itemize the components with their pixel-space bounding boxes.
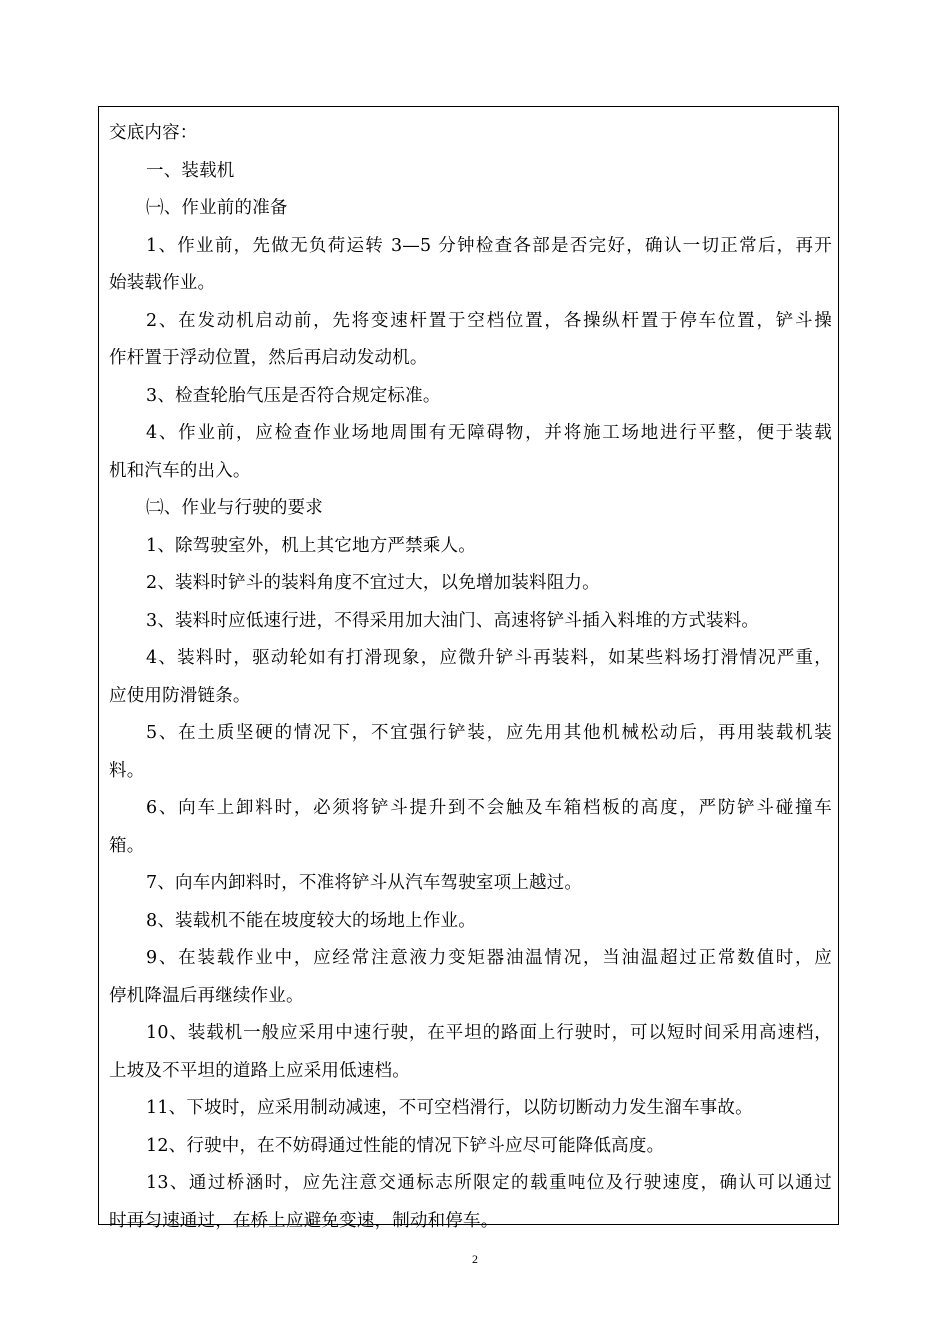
page-number: 2 <box>472 1252 478 1266</box>
paragraph-line: 3、检查轮胎气压是否符合规定标准。 <box>146 385 441 406</box>
paragraph-line: 11、下坡时，应采用制动减速，不可空档滑行，以防切断动力发生溜车事故。 <box>146 1098 753 1118</box>
document-frame <box>98 106 839 1231</box>
paragraph-line: 12、行驶中，在不妨碍通过性能的情况下铲斗应尽可能降低高度。 <box>146 1135 665 1156</box>
paragraph-line: 8、装载机不能在坡度较大的场地上作业。 <box>146 910 476 931</box>
paragraph-line: 机和汽车的出入。 <box>109 460 251 481</box>
paragraph-line: 箱。 <box>109 835 145 856</box>
paragraph-line: 3、装料时应低速行进，不得采用加大油门、高速将铲斗插入料堆的方式装料。 <box>146 610 760 631</box>
paragraph-line: 4、作业前，应检查作业场地周围有无障碍物，并将施工场地进行平整，便于装载 <box>146 423 832 443</box>
paragraph-line: 13、通过桥涵时，应先注意交通标志所限定的载重吨位及行驶速度，确认可以通过 <box>146 1173 832 1193</box>
paragraph-line: 5、在土质坚硬的情况下，不宜强行铲装，应先用其他机械松动后，再用装载机装 <box>146 723 832 743</box>
paragraph-line: 时再匀速通过，在桥上应避免变速，制动和停车。 <box>109 1210 499 1231</box>
paragraph-line: 7、向车内卸料时，不准将铲斗从汽车驾驶室项上越过。 <box>146 873 583 893</box>
subsection-title: ㈠、作业前的准备 <box>146 198 288 218</box>
paragraph-line: 1、除驾驶室外，机上其它地方严禁乘人。 <box>146 535 476 556</box>
paragraph-line: 1、作业前，先做无负荷运转 3—5 分钟检查各部是否完好，确认一切正常后，再开 <box>146 235 832 256</box>
paragraph-line: 上坡及不平坦的道路上应采用低速档。 <box>109 1060 410 1081</box>
paragraph-line: 作杆置于浮动位置，然后再启动发动机。 <box>109 348 428 368</box>
paragraph-line: 始装载作业。 <box>109 273 216 293</box>
paragraph-line: 6、向车上卸料时，必须将铲斗提升到不会触及车箱档板的高度，严防铲斗碰撞车 <box>146 798 832 818</box>
paragraph-line: 2、装料时铲斗的装料角度不宜过大，以免增加装料阻力。 <box>146 573 600 593</box>
paragraph-line: 停机降温后再继续作业。 <box>109 985 304 1006</box>
paragraph-line: 2、在发动机启动前，先将变速杆置于空档位置，各操纵杆置于停车位置，铲斗操 <box>146 310 832 331</box>
paragraph-line: 4、装料时，驱动轮如有打滑现象，应微升铲斗再装料，如某些料场打滑情况严重， <box>146 648 832 668</box>
document-content <box>109 115 832 1240</box>
paragraph-line: 料。 <box>109 760 145 781</box>
paragraph-line: 应使用防滑链条。 <box>109 685 251 706</box>
section-title: 一、装载机 <box>146 160 235 181</box>
paragraph-line: 10、装载机一般应采用中速行驶，在平坦的路面上行驶时，可以短时间采用高速档， <box>146 1023 832 1043</box>
content-heading: 交底内容： <box>109 123 198 143</box>
subsection-title: ㈡、作业与行驶的要求 <box>146 498 323 518</box>
paragraph-line: 9、在装载作业中，应经常注意液力变矩器油温情况，当油温超过正常数值时，应 <box>146 948 832 968</box>
